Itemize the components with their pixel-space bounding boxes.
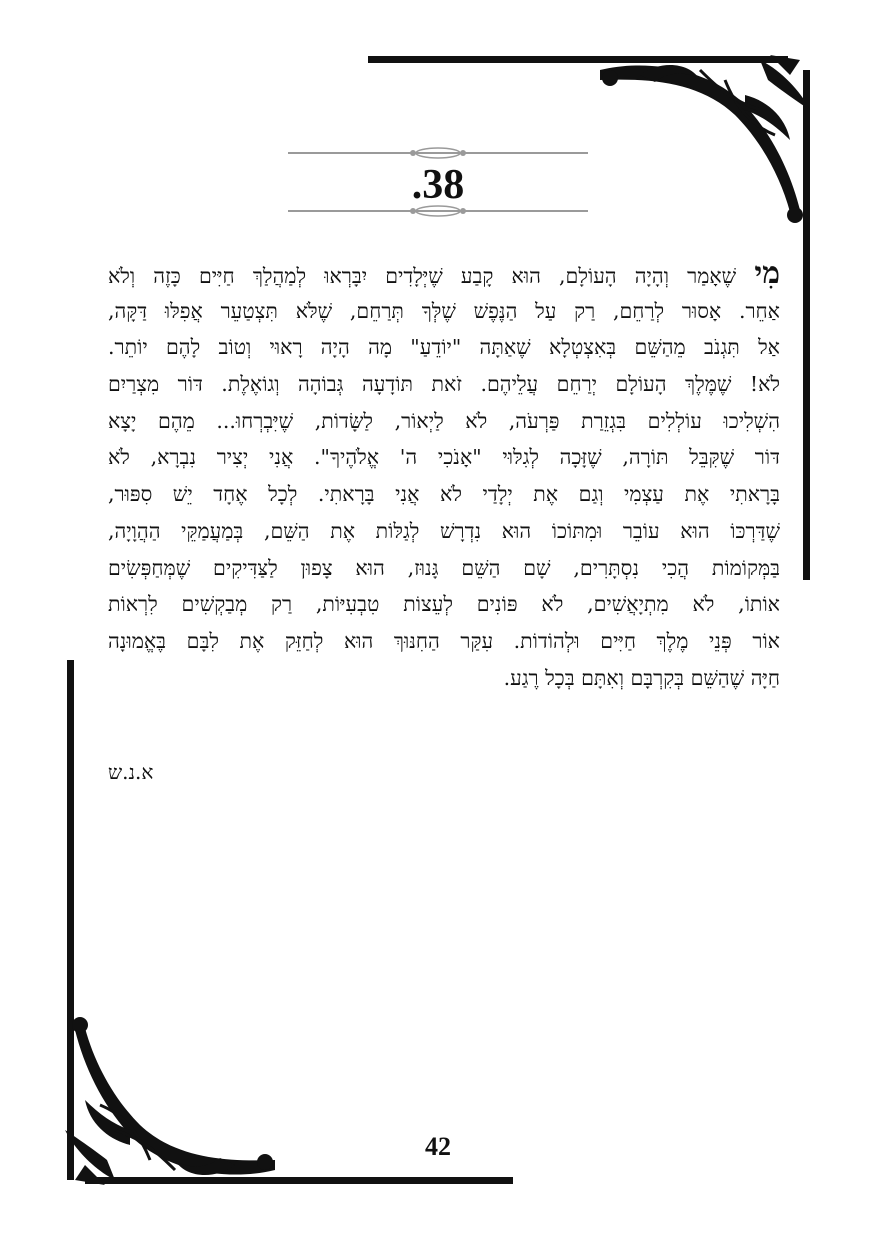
title-flourish-icon [288,204,588,218]
text-line: אוֹתוֹ, לֹא מִתְיָאֲשִׁים, לֹא פּוֹנִים לְעֵצוֹת טִבְעִיּוֹת, רַק מְבַקְשִׁים לִרְאוֹת [108,592,780,617]
text-line: לֹא! שֶׁמֶּלֶךְ הָעוֹלָם יְרַחֵם עֲלֵיהֶם. זֹאת תּוֹדָעָה גְּבוֹהָה וְגוֹאֶלֶת. דּוֹר מִצְרַיִם [108,372,780,397]
text-line: אַל תִּגְנֹב מֵהַשֵּׁם בְּאִצְטְלָא שֶׁאַתָּה "יוֹדֵעַ" מָה הָיָה רָאוּי וְטוֹב לָהֶם יוֹתֵר. [108,335,780,360]
title-flourish-icon [288,146,588,160]
opening-word: מִי [754,256,780,291]
text-line: אַחֵר. אָסוּר לְרַחֵם, רַק עַל הַנֶּפֶשׁ שֶׁלְּךָ תְּרַחֵם, שֶׁלֹּא תִּצְטַעֵר אֲפִלּוּ דַּקָּה, [108,298,780,323]
text-line: שֶׁדַּרְכּוֹ הוּא עוֹבֵר וּמִתּוֹכוֹ הוּא נִדְרָשׁ לְגַלּוֹת אֶת הַשֵּׁם, בְּמַעֲמַקֵּי הַהֲוָיָה, [108,518,780,543]
chapter-number: .38 [411,162,465,208]
text-line: אוֹר פְּנֵי מֶלֶךְ חַיִּים וּלְהוֹדוֹת. עִקַּר הַחִנּוּךְ הוּא לְחַזֵּק אֶת לִבָּם בֶּאֱמוּנָה [108,628,780,653]
text-line: מִי שֶׁאָמַר וְהָיָה הָעוֹלָם, הוּא קָבַע שֶׁיְּלָדִים יִבָּרְאוּ לְמַהֲלַךְ חַיִּים כָּזֶה וְלֹא [108,256,780,291]
page-number: 42 [425,1132,451,1161]
text-line: הִשְׁלִיכוּ עוֹלְלִים בִּגְזֵרַת פַּרְעֹה, לֹא לַיְאוֹר, לַשָּׂדוֹת, שֶׁיִּבְרְחוּ... מֵהֶם יָצָא [108,408,780,433]
corner-scroll-ornament-icon [65,660,513,1185]
text-line: חַיָּה שֶׁהַשֵּׁם בְּקִרְבָּם וְאִתָּם בְּכָל רֶגַע. [503,665,780,690]
text-line: בָּרָאתִי אֶת עַצְמִי וְגַם אֶת יְלָדַי לֹא אֲנִי בָּרָאתִי. לְכָל אֶחָד יֵשׁ סִפּוּר, [108,482,780,507]
text-line: בַּמְּקוֹמוֹת הֲכִי נִסְתָּרִים, שָׁם הַשֵּׁם גָּנוּז, הוּא צָפוּן לַצַּדִּיקִים שֶׁמְּחַפְּשִׂים [108,555,780,580]
author-signature: א.נ.ש [108,760,154,784]
text-line: דּוֹר שֶׁקִּבֵּל תּוֹרָה, שֶׁזָּכָה לְגִלּוּי "אָנֹכִי ה' אֱלֹהֶיךָ". אֲנִי יְצִיר נִבְרָא, לֹא [108,445,780,470]
body-paragraph [108,256,780,696]
